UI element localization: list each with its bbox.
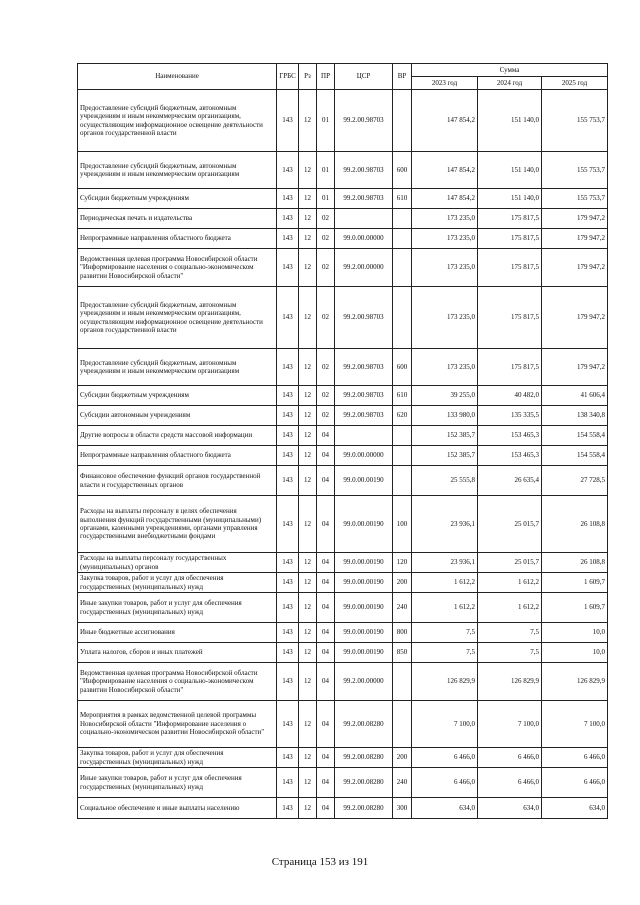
table-row xyxy=(78,593,608,623)
row-name: Иные бюджетные ассигнования xyxy=(78,623,277,643)
table-row xyxy=(78,426,608,446)
row-amount-2024: 153 465,3 xyxy=(478,446,542,466)
row-name: Другие вопросы в области средств массовой информации xyxy=(78,426,277,446)
row-vr: 620 xyxy=(393,406,412,426)
row-amount-2025: 1 609,7 xyxy=(542,593,608,623)
row-amount-2025: 10,0 xyxy=(542,643,608,663)
row-amount-2024: 26 635,4 xyxy=(478,466,542,496)
row-rz: 12 xyxy=(299,209,317,229)
row-rz: 12 xyxy=(299,386,317,406)
row-csr: 99.2.00.98703 xyxy=(335,90,393,152)
row-pr: 04 xyxy=(317,768,335,798)
row-name: Предоставление субсидий бюджетным, автономным учреждениям и иным некоммерческим организациям, осуществляющим информационное освещение деятельности органов государственной власти xyxy=(78,287,277,349)
row-rz: 12 xyxy=(299,643,317,663)
table-row xyxy=(78,466,608,496)
row-grbs: 143 xyxy=(277,701,299,748)
table-row xyxy=(78,701,608,748)
row-amount-2023: 23 936,1 xyxy=(412,496,478,553)
row-name: Финансовое обеспечение функций органов государственной власти и государственных органов xyxy=(78,466,277,496)
row-grbs: 143 xyxy=(277,798,299,819)
row-vr xyxy=(393,287,412,349)
header-sum: Сумма xyxy=(412,64,608,77)
row-name: Непрограммные направления областного бюджета xyxy=(78,446,277,466)
row-vr: 800 xyxy=(393,623,412,643)
row-grbs: 143 xyxy=(277,623,299,643)
row-amount-2023: 173 235,0 xyxy=(412,249,478,287)
row-amount-2024: 175 817,5 xyxy=(478,229,542,249)
row-amount-2023: 173 235,0 xyxy=(412,229,478,249)
row-pr: 02 xyxy=(317,209,335,229)
row-grbs: 143 xyxy=(277,152,299,189)
row-rz: 12 xyxy=(299,466,317,496)
row-pr: 02 xyxy=(317,229,335,249)
row-vr: 100 xyxy=(393,496,412,553)
row-name: Уплата налогов, сборов и иных платежей xyxy=(78,643,277,663)
row-grbs: 143 xyxy=(277,466,299,496)
row-amount-2025: 7 100,0 xyxy=(542,701,608,748)
row-vr: 600 xyxy=(393,349,412,386)
row-vr: 200 xyxy=(393,573,412,593)
row-grbs: 143 xyxy=(277,446,299,466)
row-amount-2023: 23 936,1 xyxy=(412,553,478,573)
row-name: Предоставление субсидий бюджетным, автономным учреждениям и иным некоммерческим организациям xyxy=(78,349,277,386)
row-amount-2024: 153 465,3 xyxy=(478,426,542,446)
row-rz: 12 xyxy=(299,406,317,426)
row-amount-2024: 6 466,0 xyxy=(478,748,542,768)
row-csr: 99.2.00.00000 xyxy=(335,249,393,287)
row-csr: 99.2.00.08280 xyxy=(335,768,393,798)
row-csr: 99.2.00.08280 xyxy=(335,701,393,748)
row-amount-2025: 26 108,8 xyxy=(542,553,608,573)
row-pr: 02 xyxy=(317,287,335,349)
row-amount-2025: 155 753,7 xyxy=(542,90,608,152)
row-vr: 300 xyxy=(393,798,412,819)
row-amount-2025: 634,0 xyxy=(542,798,608,819)
row-rz: 12 xyxy=(299,189,317,209)
header-csr: ЦСР xyxy=(335,64,393,90)
row-amount-2025: 26 108,8 xyxy=(542,496,608,553)
header-vr: ВР xyxy=(393,64,412,90)
row-vr xyxy=(393,249,412,287)
row-vr: 120 xyxy=(393,553,412,573)
row-amount-2025: 126 829,9 xyxy=(542,663,608,701)
row-csr xyxy=(335,426,393,446)
row-pr: 04 xyxy=(317,446,335,466)
table-row xyxy=(78,446,608,466)
table-row xyxy=(78,152,608,189)
row-amount-2024: 25 015,7 xyxy=(478,553,542,573)
row-amount-2024: 7,5 xyxy=(478,623,542,643)
row-csr: 99.0.00.00190 xyxy=(335,573,393,593)
row-rz: 12 xyxy=(299,426,317,446)
row-rz: 12 xyxy=(299,496,317,553)
row-amount-2024: 634,0 xyxy=(478,798,542,819)
table-row xyxy=(78,386,608,406)
row-pr: 04 xyxy=(317,496,335,553)
row-name: Мероприятия в рамках ведомственной целевой программы Новосибирской области "Информирование населения о социально-экономическом развитии Новосибирской области" xyxy=(78,701,277,748)
row-pr: 04 xyxy=(317,623,335,643)
row-grbs: 143 xyxy=(277,496,299,553)
row-amount-2024: 6 466,0 xyxy=(478,768,542,798)
row-csr: 99.0.00.00190 xyxy=(335,466,393,496)
row-pr: 04 xyxy=(317,466,335,496)
row-name: Расходы на выплаты персоналу в целях обеспечения выполнения функций государственными (муниципальными) органами, казенными учреждениями, органами управления государственными внебюджетными фондами xyxy=(78,496,277,553)
table-row xyxy=(78,229,608,249)
row-amount-2025: 179 947,2 xyxy=(542,229,608,249)
row-rz: 12 xyxy=(299,701,317,748)
row-rz: 12 xyxy=(299,798,317,819)
row-pr: 04 xyxy=(317,553,335,573)
row-grbs: 143 xyxy=(277,90,299,152)
row-pr: 02 xyxy=(317,406,335,426)
row-amount-2023: 173 235,0 xyxy=(412,209,478,229)
row-vr xyxy=(393,701,412,748)
table-row xyxy=(78,643,608,663)
row-grbs: 143 xyxy=(277,643,299,663)
row-rz: 12 xyxy=(299,768,317,798)
header-grbs: ГРБС xyxy=(277,64,299,90)
row-csr: 99.2.00.98703 xyxy=(335,406,393,426)
table-row xyxy=(78,663,608,701)
table-header xyxy=(78,64,608,90)
row-pr: 02 xyxy=(317,249,335,287)
row-amount-2024: 151 140,0 xyxy=(478,152,542,189)
row-amount-2024: 175 817,5 xyxy=(478,287,542,349)
row-vr: 200 xyxy=(393,748,412,768)
row-name: Ведомственная целевая программа Новосибирской области "Информирование населения о социально-экономическом развитии Новосибирской области" xyxy=(78,663,277,701)
row-amount-2024: 175 817,5 xyxy=(478,349,542,386)
row-csr: 99.0.00.00000 xyxy=(335,446,393,466)
row-grbs: 143 xyxy=(277,229,299,249)
row-amount-2023: 1 612,2 xyxy=(412,593,478,623)
row-rz: 12 xyxy=(299,349,317,386)
row-name: Социальное обеспечение и иные выплаты населению xyxy=(78,798,277,819)
table-row xyxy=(78,189,608,209)
row-pr: 04 xyxy=(317,573,335,593)
row-pr: 04 xyxy=(317,798,335,819)
row-name: Иные закупки товаров, работ и услуг для обеспечения государственных (муниципальных) нужд xyxy=(78,768,277,798)
row-amount-2024: 40 482,0 xyxy=(478,386,542,406)
row-name: Предоставление субсидий бюджетным, автономным учреждениям и иным некоммерческим организациям, осуществляющим информационное освещение деятельности органов государственной власти xyxy=(78,90,277,152)
row-rz: 12 xyxy=(299,446,317,466)
row-amount-2023: 7,5 xyxy=(412,623,478,643)
row-rz: 12 xyxy=(299,152,317,189)
row-amount-2025: 179 947,2 xyxy=(542,287,608,349)
row-grbs: 143 xyxy=(277,349,299,386)
row-amount-2024: 1 612,2 xyxy=(478,593,542,623)
row-grbs: 143 xyxy=(277,748,299,768)
row-grbs: 143 xyxy=(277,426,299,446)
row-amount-2023: 147 854,2 xyxy=(412,90,478,152)
row-amount-2025: 6 466,0 xyxy=(542,768,608,798)
row-vr: 610 xyxy=(393,189,412,209)
row-csr: 99.2.00.98703 xyxy=(335,152,393,189)
row-grbs: 143 xyxy=(277,573,299,593)
row-name: Непрограммные направления областного бюджета xyxy=(78,229,277,249)
row-amount-2023: 7,5 xyxy=(412,643,478,663)
row-amount-2024: 1 612,2 xyxy=(478,573,542,593)
header-pr: ПР xyxy=(317,64,335,90)
row-csr: 99.0.00.00190 xyxy=(335,643,393,663)
table-row xyxy=(78,798,608,819)
table-row xyxy=(78,406,608,426)
row-rz: 12 xyxy=(299,593,317,623)
row-name: Закупка товаров, работ и услуг для обеспечения государственных (муниципальных) нужд xyxy=(78,573,277,593)
row-pr: 04 xyxy=(317,593,335,623)
row-pr: 04 xyxy=(317,426,335,446)
row-vr: 240 xyxy=(393,768,412,798)
row-amount-2024: 151 140,0 xyxy=(478,90,542,152)
row-pr: 01 xyxy=(317,90,335,152)
row-name: Периодическая печать и издательства xyxy=(78,209,277,229)
row-grbs: 143 xyxy=(277,593,299,623)
row-pr: 02 xyxy=(317,386,335,406)
row-pr: 02 xyxy=(317,349,335,386)
row-csr: 99.0.00.00190 xyxy=(335,496,393,553)
row-amount-2025: 179 947,2 xyxy=(542,349,608,386)
row-csr: 99.2.00.98703 xyxy=(335,386,393,406)
header-year-2024: 2024 год xyxy=(478,77,542,90)
row-rz: 12 xyxy=(299,573,317,593)
row-amount-2023: 147 854,2 xyxy=(412,152,478,189)
row-csr: 99.2.00.08280 xyxy=(335,798,393,819)
header-rz: Рз xyxy=(299,64,317,90)
table-row xyxy=(78,553,608,573)
row-rz: 12 xyxy=(299,623,317,643)
row-csr: 99.2.00.08280 xyxy=(335,748,393,768)
row-amount-2025: 27 728,5 xyxy=(542,466,608,496)
table-row xyxy=(78,768,608,798)
row-rz: 12 xyxy=(299,663,317,701)
row-rz: 12 xyxy=(299,553,317,573)
row-name: Предоставление субсидий бюджетным, автономным учреждениям и иным некоммерческим организациям xyxy=(78,152,277,189)
row-amount-2024: 151 140,0 xyxy=(478,189,542,209)
row-vr xyxy=(393,446,412,466)
row-vr: 600 xyxy=(393,152,412,189)
row-grbs: 143 xyxy=(277,209,299,229)
row-amount-2025: 155 753,7 xyxy=(542,189,608,209)
table-row xyxy=(78,623,608,643)
row-name: Иные закупки товаров, работ и услуг для обеспечения государственных (муниципальных) нужд xyxy=(78,593,277,623)
row-amount-2025: 154 558,4 xyxy=(542,446,608,466)
row-pr: 04 xyxy=(317,663,335,701)
table-row xyxy=(78,90,608,152)
row-name: Закупка товаров, работ и услуг для обеспечения государственных (муниципальных) нужд xyxy=(78,748,277,768)
row-grbs: 143 xyxy=(277,768,299,798)
row-amount-2024: 175 817,5 xyxy=(478,249,542,287)
row-amount-2023: 133 980,0 xyxy=(412,406,478,426)
table-row xyxy=(78,209,608,229)
row-amount-2025: 179 947,2 xyxy=(542,209,608,229)
row-amount-2025: 1 609,7 xyxy=(542,573,608,593)
row-vr: 610 xyxy=(393,386,412,406)
row-amount-2025: 179 947,2 xyxy=(542,249,608,287)
table-row xyxy=(78,573,608,593)
row-pr: 01 xyxy=(317,189,335,209)
row-vr xyxy=(393,90,412,152)
row-amount-2024: 7 100,0 xyxy=(478,701,542,748)
row-name: Расходы на выплаты персоналу государственных (муниципальных) органов xyxy=(78,553,277,573)
row-vr xyxy=(393,466,412,496)
row-csr xyxy=(335,209,393,229)
row-amount-2024: 25 015,7 xyxy=(478,496,542,553)
row-name: Ведомственная целевая программа Новосибирской области "Информирование населения о социально-экономическом развитии Новосибирской области" xyxy=(78,249,277,287)
row-csr: 99.0.00.00190 xyxy=(335,593,393,623)
row-rz: 12 xyxy=(299,90,317,152)
row-csr: 99.2.00.98703 xyxy=(335,189,393,209)
row-csr: 99.2.00.98703 xyxy=(335,349,393,386)
row-grbs: 143 xyxy=(277,663,299,701)
row-amount-2023: 6 466,0 xyxy=(412,768,478,798)
row-csr: 99.0.00.00190 xyxy=(335,553,393,573)
row-vr xyxy=(393,426,412,446)
row-grbs: 143 xyxy=(277,386,299,406)
row-amount-2023: 1 612,2 xyxy=(412,573,478,593)
row-amount-2023: 634,0 xyxy=(412,798,478,819)
row-pr: 04 xyxy=(317,701,335,748)
row-name: Субсидии бюджетным учреждениям xyxy=(78,189,277,209)
header-name: Наименование xyxy=(78,64,277,90)
row-csr: 99.0.00.00190 xyxy=(335,623,393,643)
row-amount-2023: 152 385,7 xyxy=(412,426,478,446)
row-amount-2024: 126 829,9 xyxy=(478,663,542,701)
row-vr xyxy=(393,663,412,701)
table-row xyxy=(78,349,608,386)
row-amount-2024: 7,5 xyxy=(478,643,542,663)
table-body xyxy=(78,90,608,819)
row-amount-2023: 173 235,0 xyxy=(412,349,478,386)
row-pr: 04 xyxy=(317,748,335,768)
row-amount-2025: 6 466,0 xyxy=(542,748,608,768)
table-row xyxy=(78,249,608,287)
row-name: Субсидии бюджетным учреждениям xyxy=(78,386,277,406)
row-amount-2023: 25 555,8 xyxy=(412,466,478,496)
row-csr: 99.2.00.00000 xyxy=(335,663,393,701)
row-amount-2025: 41 606,4 xyxy=(542,386,608,406)
row-vr: 240 xyxy=(393,593,412,623)
table-row xyxy=(78,496,608,553)
row-vr xyxy=(393,229,412,249)
table-row xyxy=(78,287,608,349)
page-number: Страница 153 из 191 xyxy=(271,856,369,868)
row-vr xyxy=(393,209,412,229)
row-name: Субсидии автономным учреждениям xyxy=(78,406,277,426)
row-grbs: 143 xyxy=(277,249,299,287)
row-rz: 12 xyxy=(299,229,317,249)
row-amount-2023: 147 854,2 xyxy=(412,189,478,209)
row-amount-2023: 152 385,7 xyxy=(412,446,478,466)
row-vr: 850 xyxy=(393,643,412,663)
budget-table xyxy=(77,63,608,819)
row-amount-2023: 173 235,0 xyxy=(412,287,478,349)
row-pr: 04 xyxy=(317,643,335,663)
header-year-2023: 2023 год xyxy=(412,77,478,90)
row-pr: 01 xyxy=(317,152,335,189)
row-amount-2025: 155 753,7 xyxy=(542,152,608,189)
row-csr: 99.0.00.00000 xyxy=(335,229,393,249)
row-grbs: 143 xyxy=(277,189,299,209)
row-amount-2023: 6 466,0 xyxy=(412,748,478,768)
row-amount-2024: 135 335,5 xyxy=(478,406,542,426)
row-amount-2023: 126 829,9 xyxy=(412,663,478,701)
row-amount-2023: 39 255,0 xyxy=(412,386,478,406)
row-amount-2025: 154 558,4 xyxy=(542,426,608,446)
header-year-2025: 2025 год xyxy=(542,77,608,90)
row-amount-2023: 7 100,0 xyxy=(412,701,478,748)
table-row xyxy=(78,748,608,768)
row-grbs: 143 xyxy=(277,553,299,573)
row-rz: 12 xyxy=(299,287,317,349)
row-amount-2025: 10,0 xyxy=(542,623,608,643)
row-amount-2025: 138 340,8 xyxy=(542,406,608,426)
row-amount-2024: 175 817,5 xyxy=(478,209,542,229)
row-csr: 99.2.00.98703 xyxy=(335,287,393,349)
row-rz: 12 xyxy=(299,249,317,287)
row-rz: 12 xyxy=(299,748,317,768)
row-grbs: 143 xyxy=(277,287,299,349)
row-grbs: 143 xyxy=(277,406,299,426)
